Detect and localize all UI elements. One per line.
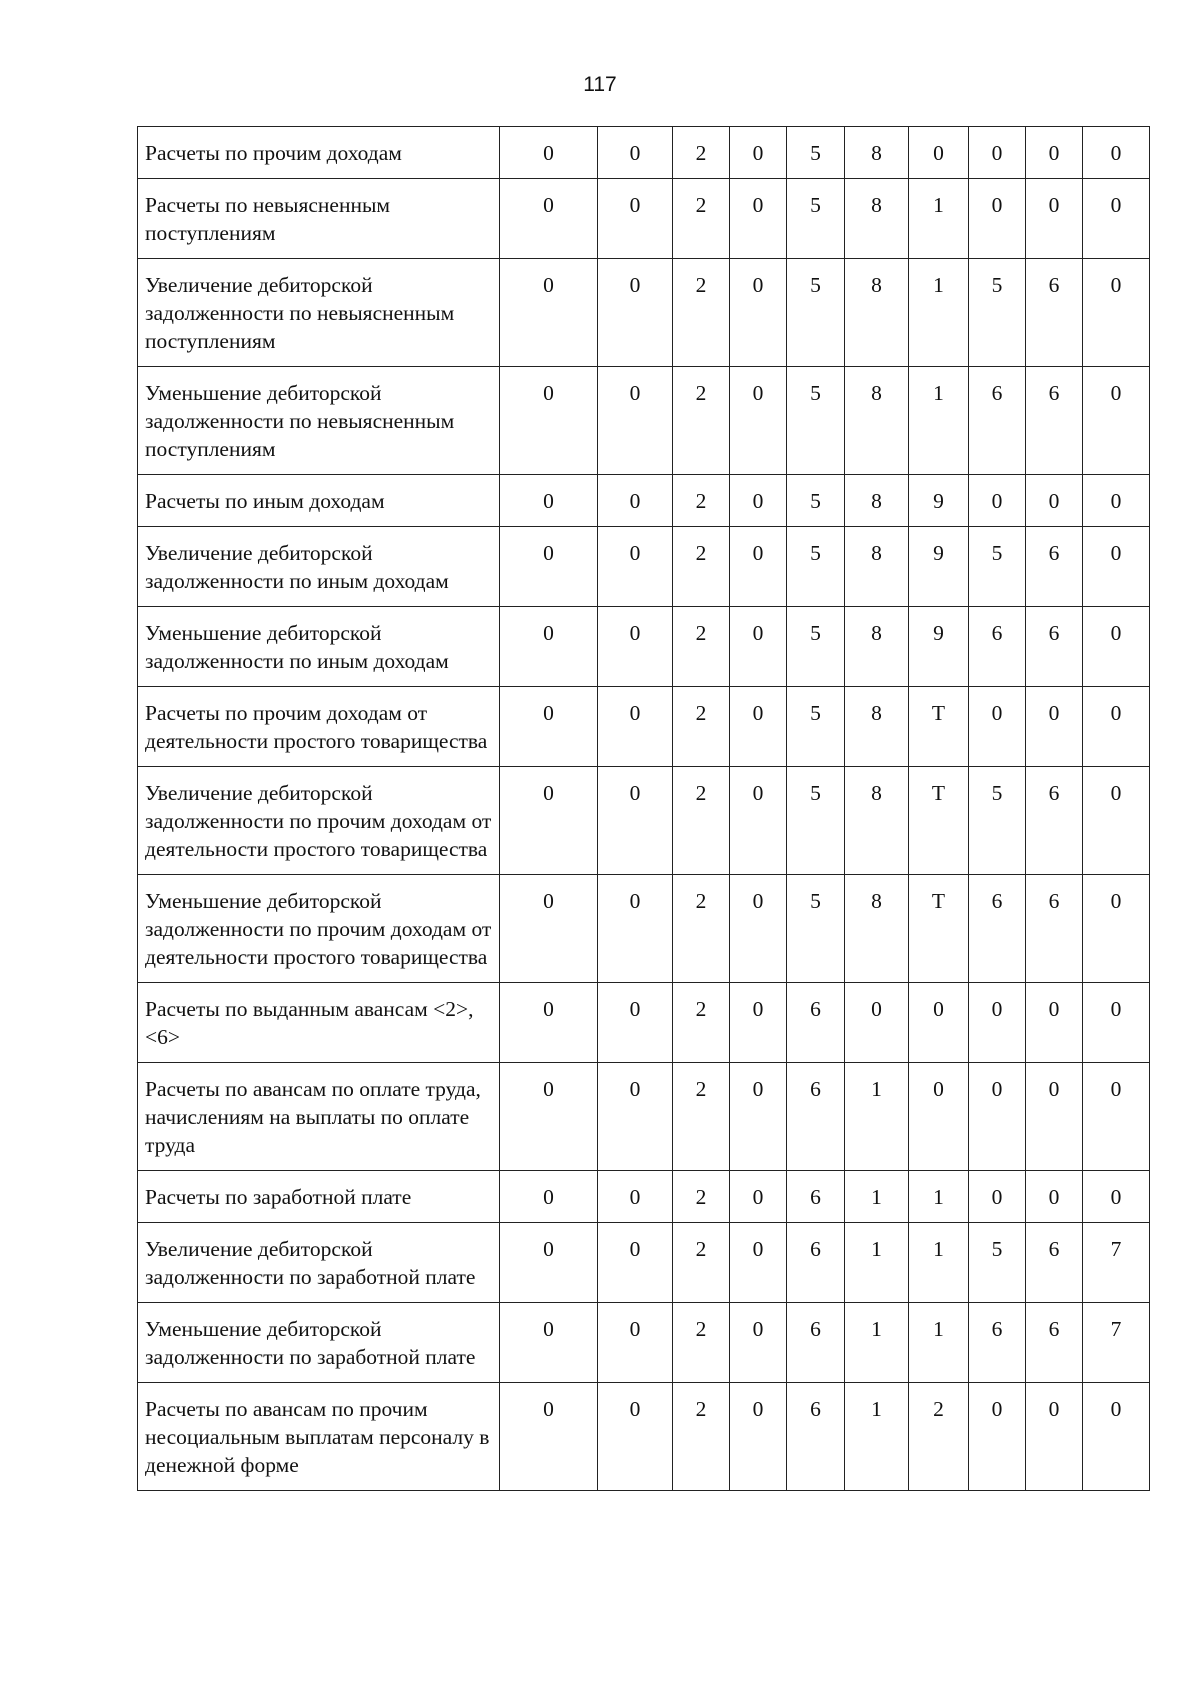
code-digit-cell: 0 bbox=[500, 367, 598, 475]
code-digit-cell: 0 bbox=[500, 607, 598, 687]
account-name-cell: Увеличение дебиторской задолженности по невыясненным поступлениям bbox=[138, 259, 500, 367]
code-digit-cell: 8 bbox=[845, 179, 909, 259]
code-digit-cell: 5 bbox=[969, 527, 1026, 607]
code-digit-cell: 0 bbox=[500, 1063, 598, 1171]
table-row bbox=[138, 179, 1150, 259]
code-digit-cell: 0 bbox=[598, 1383, 673, 1491]
code-digit-cell: 0 bbox=[598, 1171, 673, 1223]
code-digit-cell: 2 bbox=[673, 127, 730, 179]
code-digit-cell: 0 bbox=[1083, 527, 1150, 607]
code-digit-cell: 8 bbox=[845, 127, 909, 179]
code-digit-cell: 6 bbox=[969, 875, 1026, 983]
code-digit-cell: 5 bbox=[787, 767, 845, 875]
code-digit-cell: 0 bbox=[969, 1383, 1026, 1491]
code-digit-cell: 0 bbox=[598, 767, 673, 875]
code-digit-cell: 1 bbox=[845, 1223, 909, 1303]
code-digit-cell: 0 bbox=[730, 127, 787, 179]
code-digit-cell: 0 bbox=[1083, 875, 1150, 983]
code-digit-cell: 6 bbox=[1026, 607, 1083, 687]
code-digit-cell: 0 bbox=[730, 1383, 787, 1491]
code-digit-cell: 6 bbox=[1026, 527, 1083, 607]
code-digit-cell: 0 bbox=[500, 179, 598, 259]
code-digit-cell: 9 bbox=[909, 607, 969, 687]
code-digit-cell: 0 bbox=[845, 983, 909, 1063]
code-digit-cell: 6 bbox=[787, 1223, 845, 1303]
code-digit-cell: 0 bbox=[730, 259, 787, 367]
account-name-cell: Расчеты по прочим доходам от деятельности простого товарищества bbox=[138, 687, 500, 767]
account-name-cell: Расчеты по иным доходам bbox=[138, 475, 500, 527]
code-digit-cell: 1 bbox=[909, 1303, 969, 1383]
code-digit-cell: 2 bbox=[673, 527, 730, 607]
code-digit-cell: 5 bbox=[787, 607, 845, 687]
code-digit-cell: 0 bbox=[1026, 179, 1083, 259]
code-digit-cell: 2 bbox=[673, 875, 730, 983]
code-digit-cell: 1 bbox=[909, 259, 969, 367]
code-digit-cell: 1 bbox=[845, 1383, 909, 1491]
code-digit-cell: 6 bbox=[1026, 875, 1083, 983]
account-name-cell: Расчеты по прочим доходам bbox=[138, 127, 500, 179]
account-name-cell: Расчеты по заработной плате bbox=[138, 1171, 500, 1223]
code-digit-cell: 0 bbox=[500, 127, 598, 179]
table-row bbox=[138, 687, 1150, 767]
code-digit-cell: 5 bbox=[787, 259, 845, 367]
code-digit-cell: Т bbox=[909, 875, 969, 983]
code-digit-cell: 0 bbox=[1083, 1063, 1150, 1171]
code-digit-cell: 0 bbox=[1026, 1063, 1083, 1171]
code-digit-cell: 5 bbox=[787, 527, 845, 607]
code-digit-cell: 0 bbox=[598, 1303, 673, 1383]
code-digit-cell: 8 bbox=[845, 475, 909, 527]
code-digit-cell: 0 bbox=[1083, 1171, 1150, 1223]
code-digit-cell: 6 bbox=[1026, 767, 1083, 875]
code-digit-cell: 6 bbox=[969, 1303, 1026, 1383]
code-digit-cell: 0 bbox=[730, 1063, 787, 1171]
table-row bbox=[138, 1383, 1150, 1491]
code-digit-cell: 0 bbox=[598, 259, 673, 367]
code-digit-cell: 0 bbox=[730, 1171, 787, 1223]
code-digit-cell: 5 bbox=[787, 367, 845, 475]
code-digit-cell: 0 bbox=[730, 1303, 787, 1383]
table-row bbox=[138, 1171, 1150, 1223]
code-digit-cell: 2 bbox=[673, 367, 730, 475]
code-digit-cell: 2 bbox=[673, 687, 730, 767]
code-digit-cell: 0 bbox=[730, 475, 787, 527]
code-digit-cell: 6 bbox=[1026, 1223, 1083, 1303]
code-digit-cell: 0 bbox=[598, 607, 673, 687]
code-digit-cell: 5 bbox=[787, 475, 845, 527]
code-digit-cell: 2 bbox=[673, 983, 730, 1063]
table-row bbox=[138, 127, 1150, 179]
code-digit-cell: 0 bbox=[598, 127, 673, 179]
code-digit-cell: 5 bbox=[787, 127, 845, 179]
table-row bbox=[138, 259, 1150, 367]
code-digit-cell: 0 bbox=[969, 127, 1026, 179]
code-digit-cell: 2 bbox=[673, 767, 730, 875]
code-digit-cell: 0 bbox=[598, 367, 673, 475]
code-digit-cell: 6 bbox=[787, 983, 845, 1063]
code-digit-cell: 2 bbox=[673, 179, 730, 259]
code-digit-cell: 0 bbox=[1083, 127, 1150, 179]
code-digit-cell: 7 bbox=[1083, 1303, 1150, 1383]
code-digit-cell: 0 bbox=[730, 1223, 787, 1303]
code-digit-cell: 0 bbox=[598, 1063, 673, 1171]
code-digit-cell: 5 bbox=[969, 1223, 1026, 1303]
code-digit-cell: 6 bbox=[1026, 259, 1083, 367]
code-digit-cell: 0 bbox=[500, 259, 598, 367]
account-name-cell: Расчеты по выданным авансам <2>, <6> bbox=[138, 983, 500, 1063]
account-name-cell: Уменьшение дебиторской задолженности по прочим доходам от деятельности простого товарищества bbox=[138, 875, 500, 983]
code-digit-cell: 0 bbox=[909, 983, 969, 1063]
code-digit-cell: 0 bbox=[969, 687, 1026, 767]
code-digit-cell: 0 bbox=[1026, 1171, 1083, 1223]
code-digit-cell: 0 bbox=[730, 687, 787, 767]
account-name-cell: Уменьшение дебиторской задолженности по невыясненным поступлениям bbox=[138, 367, 500, 475]
code-digit-cell: 0 bbox=[969, 179, 1026, 259]
code-digit-cell: 0 bbox=[730, 179, 787, 259]
code-digit-cell: 0 bbox=[730, 767, 787, 875]
account-name-cell: Увеличение дебиторской задолженности по заработной плате bbox=[138, 1223, 500, 1303]
code-digit-cell: 0 bbox=[500, 687, 598, 767]
code-digit-cell: 0 bbox=[500, 1383, 598, 1491]
code-digit-cell: 5 bbox=[787, 687, 845, 767]
code-digit-cell: 0 bbox=[730, 527, 787, 607]
table-row bbox=[138, 983, 1150, 1063]
code-digit-cell: 8 bbox=[845, 367, 909, 475]
code-digit-cell: 1 bbox=[909, 1171, 969, 1223]
code-digit-cell: 6 bbox=[787, 1063, 845, 1171]
table-row bbox=[138, 767, 1150, 875]
code-digit-cell: 1 bbox=[909, 179, 969, 259]
code-digit-cell: 8 bbox=[845, 875, 909, 983]
code-digit-cell: 1 bbox=[845, 1171, 909, 1223]
code-digit-cell: 2 bbox=[673, 1171, 730, 1223]
code-digit-cell: 2 bbox=[673, 607, 730, 687]
code-digit-cell: 0 bbox=[500, 875, 598, 983]
code-digit-cell: 9 bbox=[909, 527, 969, 607]
code-digit-cell: 0 bbox=[1026, 687, 1083, 767]
code-digit-cell: 0 bbox=[598, 875, 673, 983]
code-digit-cell: 0 bbox=[500, 767, 598, 875]
code-digit-cell: 1 bbox=[909, 367, 969, 475]
table-row bbox=[138, 475, 1150, 527]
code-digit-cell: 8 bbox=[845, 259, 909, 367]
code-digit-cell: 0 bbox=[500, 1171, 598, 1223]
account-name-cell: Расчеты по невыясненным поступлениям bbox=[138, 179, 500, 259]
code-digit-cell: 0 bbox=[730, 983, 787, 1063]
code-digit-cell: 8 bbox=[845, 687, 909, 767]
code-digit-cell: 6 bbox=[1026, 367, 1083, 475]
table-row bbox=[138, 607, 1150, 687]
code-digit-cell: 5 bbox=[787, 179, 845, 259]
code-digit-cell: 1 bbox=[845, 1303, 909, 1383]
code-digit-cell: 2 bbox=[673, 475, 730, 527]
code-digit-cell: 0 bbox=[1026, 983, 1083, 1063]
code-digit-cell: 0 bbox=[1026, 127, 1083, 179]
code-digit-cell: 2 bbox=[673, 1303, 730, 1383]
account-code-table bbox=[137, 126, 1150, 1491]
code-digit-cell: 0 bbox=[1083, 1383, 1150, 1491]
code-digit-cell: 6 bbox=[787, 1383, 845, 1491]
code-digit-cell: 0 bbox=[1083, 475, 1150, 527]
table-row bbox=[138, 1223, 1150, 1303]
code-digit-cell: 0 bbox=[730, 875, 787, 983]
code-digit-cell: 6 bbox=[787, 1303, 845, 1383]
code-digit-cell: 0 bbox=[598, 983, 673, 1063]
account-name-cell: Уменьшение дебиторской задолженности по иным доходам bbox=[138, 607, 500, 687]
code-digit-cell: 5 bbox=[969, 767, 1026, 875]
code-digit-cell: 6 bbox=[787, 1171, 845, 1223]
code-digit-cell: 0 bbox=[1083, 607, 1150, 687]
code-digit-cell: 0 bbox=[500, 983, 598, 1063]
code-digit-cell: 0 bbox=[969, 1063, 1026, 1171]
code-digit-cell: 9 bbox=[909, 475, 969, 527]
code-digit-cell: 0 bbox=[1083, 179, 1150, 259]
account-name-cell: Расчеты по авансам по прочим несоциальным выплатам персоналу в денежной форме bbox=[138, 1383, 500, 1491]
code-digit-cell: 7 bbox=[1083, 1223, 1150, 1303]
table-body bbox=[138, 127, 1150, 1491]
code-digit-cell: 0 bbox=[969, 1171, 1026, 1223]
code-digit-cell: 8 bbox=[845, 767, 909, 875]
page-number: 117 bbox=[583, 73, 617, 96]
code-digit-cell: 0 bbox=[909, 127, 969, 179]
code-digit-cell: 8 bbox=[845, 527, 909, 607]
account-name-cell: Увеличение дебиторской задолженности по иным доходам bbox=[138, 527, 500, 607]
code-digit-cell: 0 bbox=[500, 1223, 598, 1303]
code-digit-cell: 2 bbox=[673, 1383, 730, 1491]
code-digit-cell: 5 bbox=[787, 875, 845, 983]
table-row bbox=[138, 1303, 1150, 1383]
code-digit-cell: Т bbox=[909, 767, 969, 875]
code-digit-cell: 0 bbox=[1083, 983, 1150, 1063]
code-digit-cell: 0 bbox=[730, 607, 787, 687]
table-row bbox=[138, 527, 1150, 607]
code-digit-cell: 0 bbox=[1083, 367, 1150, 475]
code-digit-cell: 2 bbox=[909, 1383, 969, 1491]
code-digit-cell: 0 bbox=[1026, 475, 1083, 527]
code-digit-cell: 0 bbox=[598, 687, 673, 767]
code-digit-cell: 0 bbox=[1026, 1383, 1083, 1491]
code-digit-cell: 0 bbox=[909, 1063, 969, 1171]
code-digit-cell: 0 bbox=[1083, 687, 1150, 767]
code-digit-cell: 0 bbox=[500, 475, 598, 527]
code-digit-cell: Т bbox=[909, 687, 969, 767]
code-digit-cell: 1 bbox=[909, 1223, 969, 1303]
code-digit-cell: 6 bbox=[1026, 1303, 1083, 1383]
code-digit-cell: 0 bbox=[730, 367, 787, 475]
code-digit-cell: 0 bbox=[598, 527, 673, 607]
code-digit-cell: 2 bbox=[673, 259, 730, 367]
code-digit-cell: 0 bbox=[969, 475, 1026, 527]
code-digit-cell: 0 bbox=[1083, 259, 1150, 367]
account-name-cell: Расчеты по авансам по оплате труда, начислениям на выплаты по оплате труда bbox=[138, 1063, 500, 1171]
table-row bbox=[138, 1063, 1150, 1171]
code-digit-cell: 2 bbox=[673, 1063, 730, 1171]
account-name-cell: Уменьшение дебиторской задолженности по заработной плате bbox=[138, 1303, 500, 1383]
code-digit-cell: 6 bbox=[969, 607, 1026, 687]
code-digit-cell: 0 bbox=[500, 1303, 598, 1383]
code-digit-cell: 0 bbox=[598, 179, 673, 259]
table-row bbox=[138, 367, 1150, 475]
code-digit-cell: 0 bbox=[1083, 767, 1150, 875]
account-name-cell: Увеличение дебиторской задолженности по прочим доходам от деятельности простого товарищества bbox=[138, 767, 500, 875]
table-row bbox=[138, 875, 1150, 983]
code-digit-cell: 6 bbox=[969, 367, 1026, 475]
code-digit-cell: 0 bbox=[598, 475, 673, 527]
code-digit-cell: 8 bbox=[845, 607, 909, 687]
code-digit-cell: 0 bbox=[500, 527, 598, 607]
code-digit-cell: 2 bbox=[673, 1223, 730, 1303]
code-digit-cell: 5 bbox=[969, 259, 1026, 367]
code-digit-cell: 0 bbox=[598, 1223, 673, 1303]
code-digit-cell: 1 bbox=[845, 1063, 909, 1171]
code-digit-cell: 0 bbox=[969, 983, 1026, 1063]
